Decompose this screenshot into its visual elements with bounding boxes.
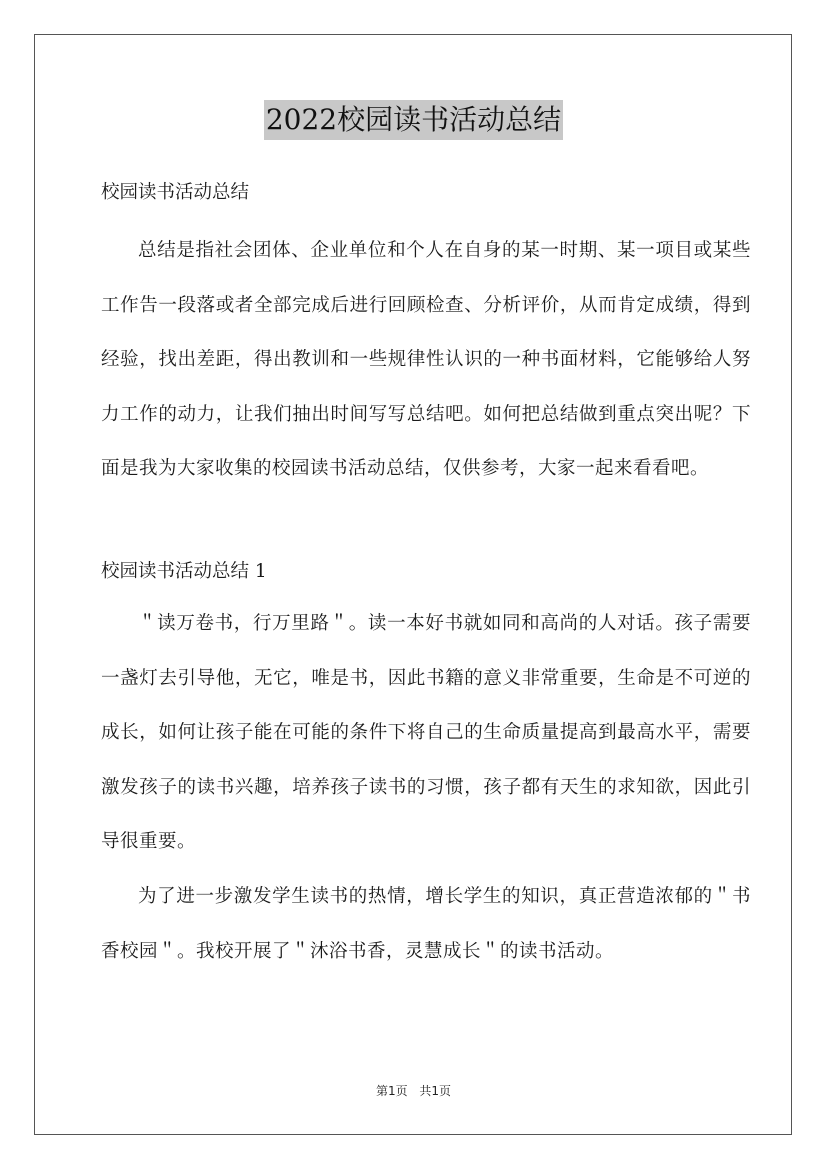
page-footer xyxy=(0,1082,827,1100)
title-container xyxy=(0,100,827,140)
intro-paragraph: 总结是指社会团体、企业单位和个人在自身的某一时期、某一项目或某些工作告一段落或者全部完成后进行回顾检查、分析评价，从而肯定成绩，得到经验，找出差距，得出教训和一些规律性认识的一种书面材料，它能够给人努力工作的动力，让我们抽出时间写写总结吧。如何把总结做到重点突出呢？下面是我为大家收集的校园读书活动总结，仅供参考，大家一起来看看吧。 xyxy=(101,240,751,480)
spacer xyxy=(101,497,751,549)
section-heading: 校园读书活动总结 1 xyxy=(101,560,267,582)
document-body xyxy=(101,170,751,979)
body-paragraph: ＂读万卷书，行万里路＂。读一本好书就如同和高尚的人对话。孩子需要一盏灯去引导他，无它，唯是书，因此书籍的意义非常重要，生命是不可逆的成长，如何让孩子能在可能的条件下将自己的生命质量提高到最高水平，需要激发孩子的读书兴趣，培养孩子读书的习惯，孩子都有天生的求知欲，因此引导很重要。 xyxy=(101,612,751,853)
body-paragraph: 为了进一步激发学生读书的热情，增长学生的知识，真正营造浓郁的＂书香校园＂。我校开展了＂沐浴书香，灵慧成长＂的读书活动。 xyxy=(101,885,751,962)
page-number: 第1页 xyxy=(375,1084,408,1098)
document-title: 2022校园读书活动总结 xyxy=(264,100,563,140)
section-heading: 校园读书活动总结 xyxy=(101,182,250,203)
page-total: 共1页 xyxy=(419,1084,452,1098)
spacer xyxy=(101,216,751,224)
